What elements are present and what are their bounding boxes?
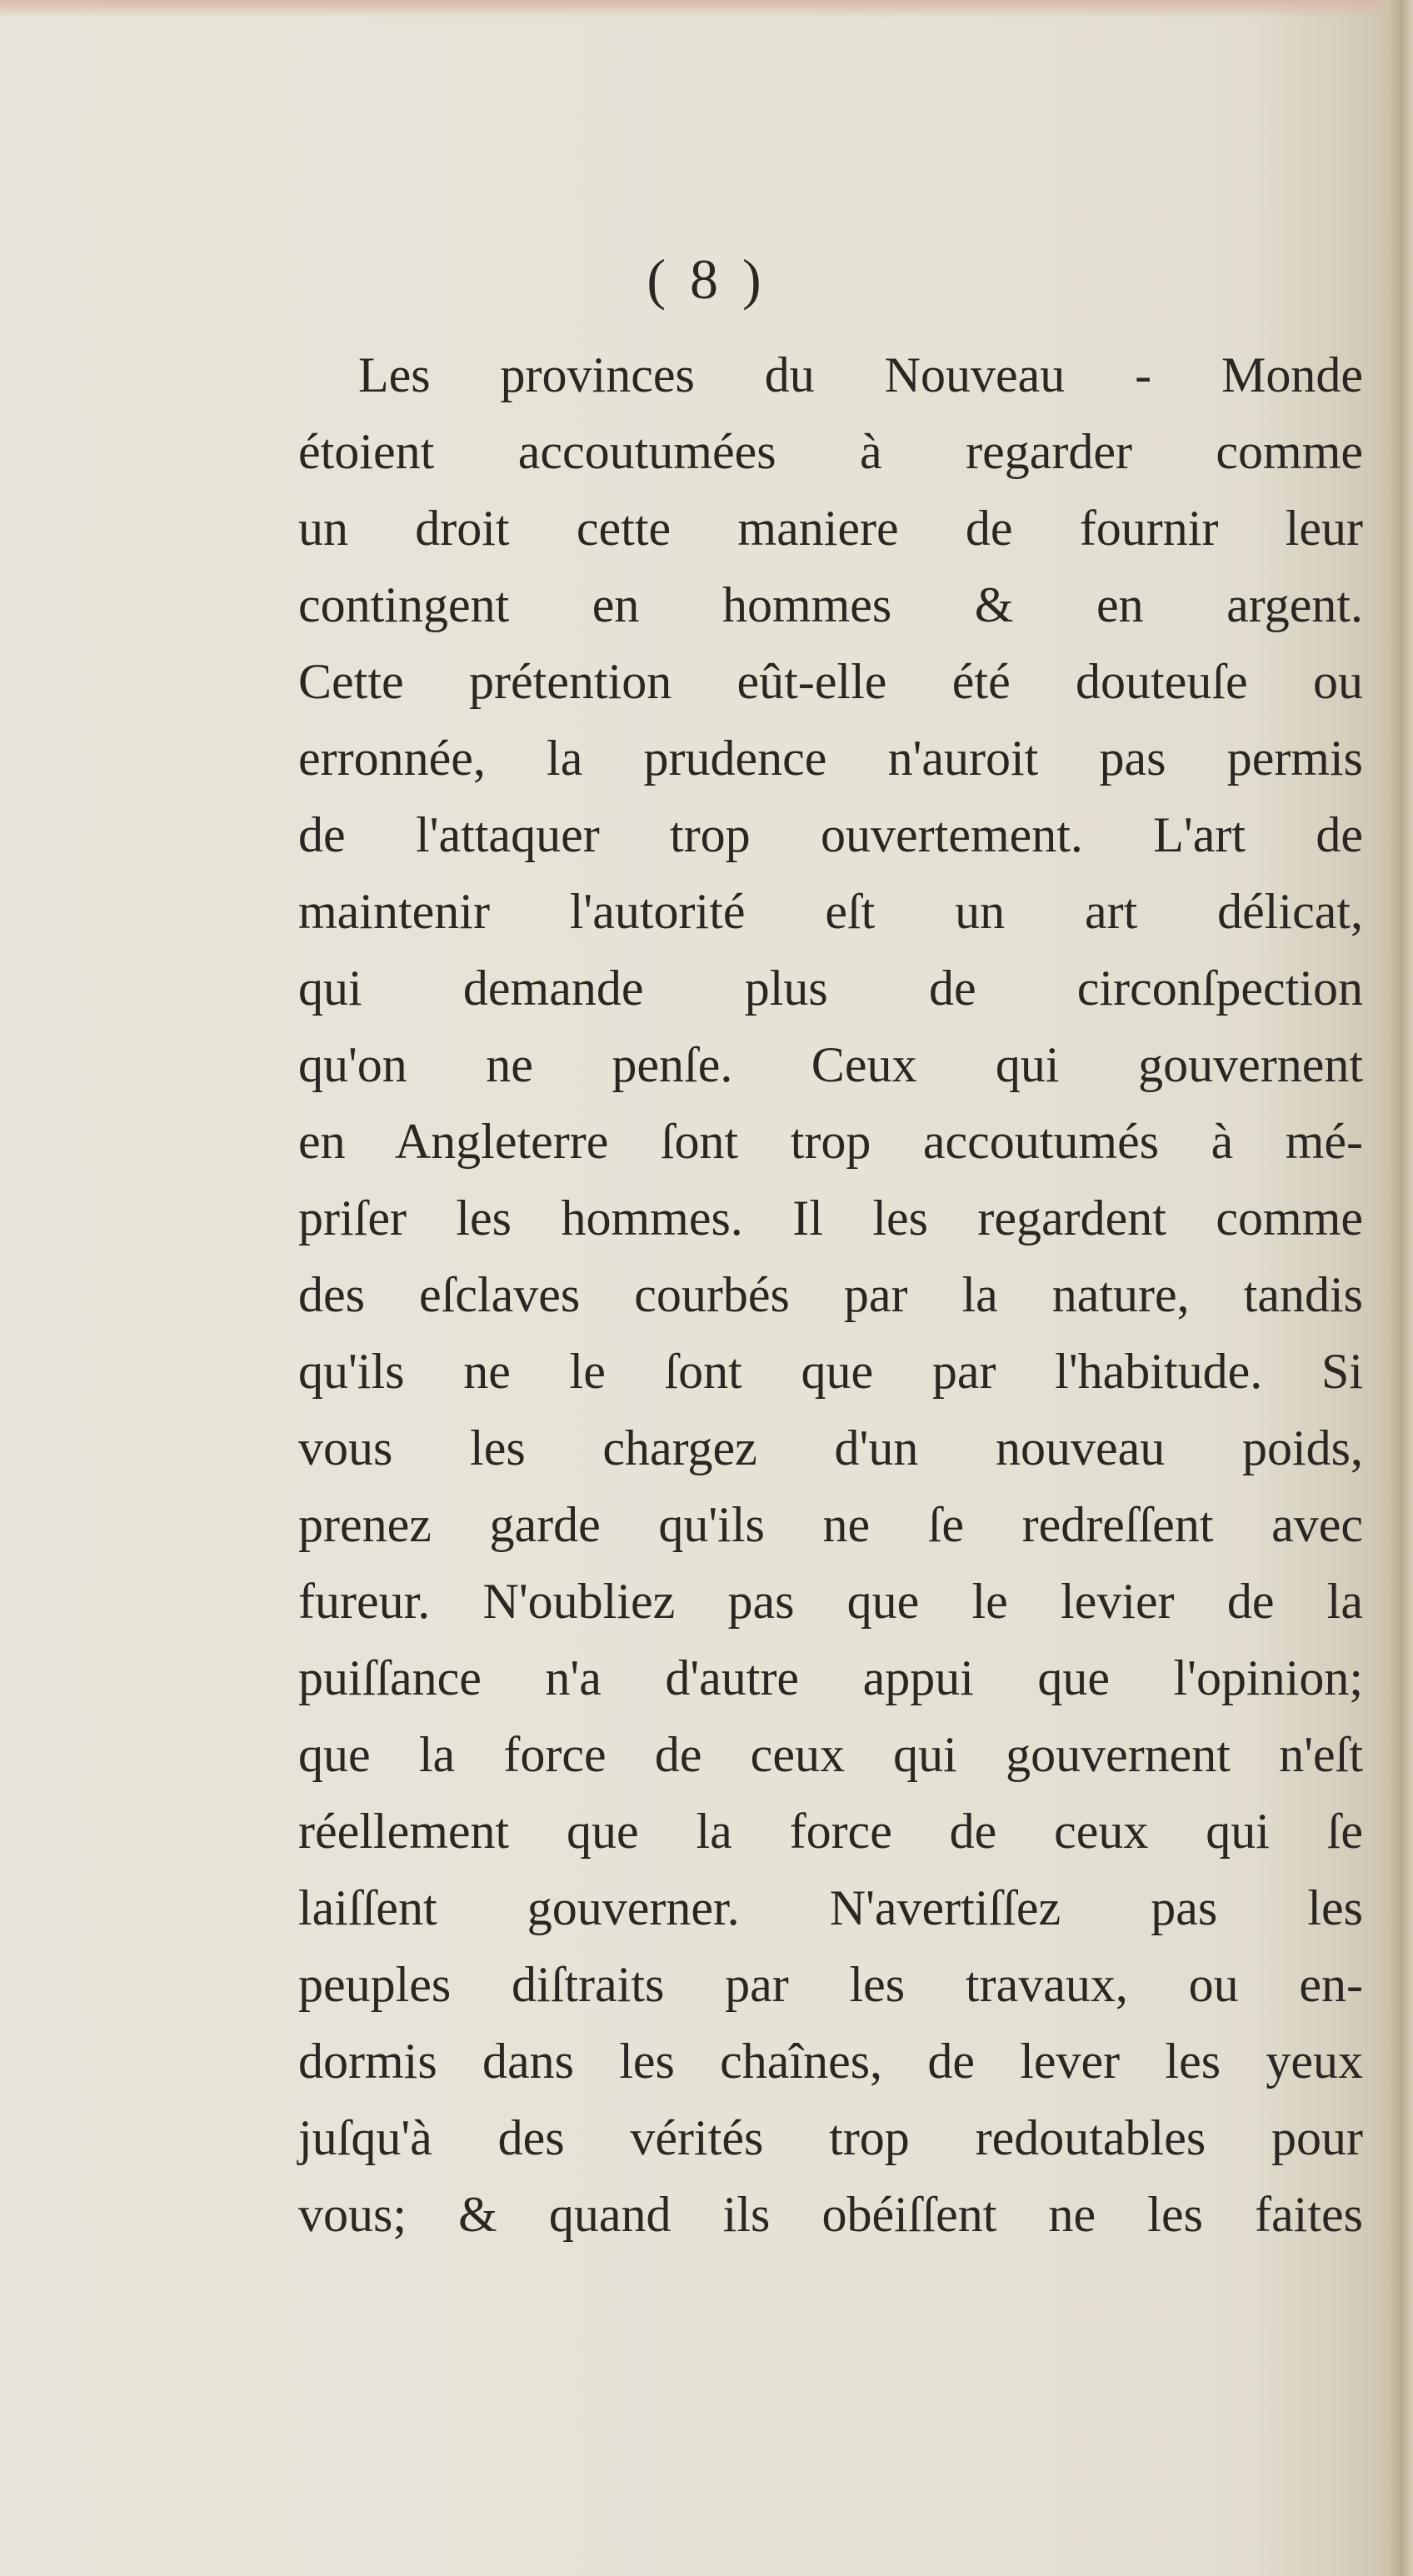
text-line: réellement que la force de ceux qui ſe	[298, 1804, 1363, 1859]
page-number: ( 8 )	[647, 247, 766, 311]
text-line: que la force de ceux qui gouvernent n'eſt	[298, 1727, 1363, 1782]
text-line: peuples diſtraits par les travaux, ou en-	[298, 1957, 1363, 2012]
page-edge-shadow	[1375, 0, 1413, 2576]
text-line: juſqu'à des vérités trop redoutables pour	[298, 2110, 1363, 2165]
text-line: contingent en hommes & en argent.	[298, 577, 1363, 632]
page-top-stain	[0, 0, 1413, 18]
text-line: Les provinces du Nouveau - Monde	[358, 347, 1363, 402]
text-line: fureur. N'oubliez pas que le levier de la	[298, 1574, 1363, 1629]
text-line: erronnée, la prudence n'auroit pas permis	[298, 731, 1363, 786]
text-line: qu'ils ne le ſont que par l'habitude. Si	[298, 1344, 1363, 1399]
text-line: vous les chargez d'un nouveau poids,	[298, 1420, 1363, 1475]
text-line: un droit cette maniere de fournir leur	[298, 501, 1363, 556]
body-text	[298, 337, 1363, 2253]
text-line: qui demande plus de circonſpection	[298, 961, 1363, 1016]
text-line: puiſſance n'a d'autre appui que l'opinion;	[298, 1650, 1363, 1705]
text-line: en Angleterre ſont trop accoutumés à mé-	[298, 1114, 1363, 1169]
text-line: de l'attaquer trop ouvertement. L'art de	[298, 807, 1363, 862]
text-line: dormis dans les chaînes, de lever les yeux	[298, 2034, 1363, 2089]
text-line: Cette prétention eût-elle été douteuſe ou	[298, 654, 1363, 709]
text-line: maintenir l'autorité eſt un art délicat,	[298, 884, 1363, 939]
text-line: qu'on ne penſe. Ceux qui gouvernent	[298, 1037, 1363, 1092]
text-line: vous; & quand ils obéiſſent ne les faites	[298, 2187, 1363, 2242]
text-line: prenez garde qu'ils ne ſe redreſſent avec	[298, 1497, 1363, 1552]
text-line: étoient accoutumées à regarder comme	[298, 424, 1363, 479]
text-line: laiſſent gouverner. N'avertiſſez pas les	[298, 1880, 1363, 1935]
text-line: des eſclaves courbés par la nature, tandis	[298, 1267, 1363, 1322]
text-line: priſer les hommes. Il les regardent comme	[298, 1191, 1363, 1246]
